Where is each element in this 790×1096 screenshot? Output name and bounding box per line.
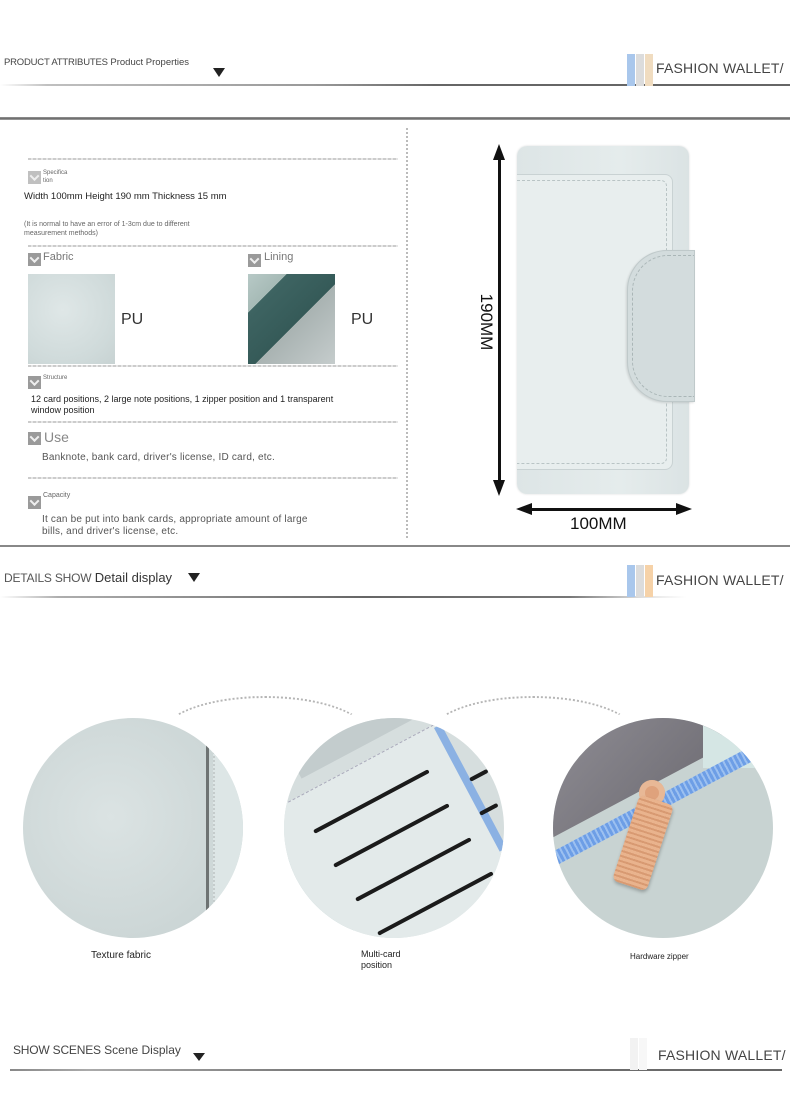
caption-multi-card: Multi-card position [361, 949, 401, 970]
spec-value: Width 100mm Height 190 mm Thickness 15 mm [24, 191, 227, 202]
fabric-image [28, 274, 115, 364]
lining-value: PU [351, 311, 374, 328]
swatch-gray [636, 54, 644, 86]
wallet-clasp-tab [627, 250, 695, 402]
color-swatches [627, 54, 654, 86]
structure-value: 12 card positions, 2 large note positions, 1 zipper position and 1 transparent window position [31, 394, 334, 415]
fabric-value: PU [121, 311, 144, 328]
zipper-pull [612, 795, 674, 892]
caption-hardware-zipper: Hardware zipper [630, 952, 689, 961]
fabric-label: Fabric [43, 251, 74, 263]
section-title: PRODUCT ATTRIBUTES Product Properties [4, 57, 190, 68]
section-header-scenes [0, 1036, 790, 1076]
stitching [213, 743, 243, 918]
spec-note: (It is normal to have an error of 1-3cm due to different measurement methods) [24, 221, 190, 237]
wallet-image [517, 146, 689, 494]
panel-top-border [0, 117, 790, 120]
section-title: DETAILS SHOW Detail display [4, 570, 173, 585]
triangle-down-icon [188, 573, 200, 582]
triangle-down-icon [213, 68, 225, 77]
checkbox-icon [28, 496, 41, 509]
swatch-beige [645, 54, 653, 86]
section-header-attributes [0, 52, 790, 92]
lining-label: Lining [264, 251, 294, 263]
brand-label: FASHION WALLET/ [656, 60, 784, 76]
checkbox-icon [28, 253, 41, 266]
checkbox-icon [248, 254, 261, 267]
swatch-gray [636, 565, 644, 597]
dotted-divider [28, 477, 398, 479]
detail-image-texture-fabric [23, 718, 243, 938]
dotted-divider [28, 421, 398, 423]
section-divider [0, 596, 730, 598]
color-swatches [627, 565, 654, 597]
height-arrow-icon [498, 150, 501, 490]
swatch-orange [645, 565, 653, 597]
lining-image [248, 274, 335, 364]
panel-column-divider [406, 128, 408, 540]
detail-image-multi-card [284, 718, 504, 938]
capacity-value: It can be put into bank cards, appropriate amount of large bills, and driver's license, etc. [42, 514, 308, 537]
height-dimension: 190MM [477, 293, 496, 351]
checkbox-icon [28, 171, 41, 184]
brand-label: FASHION WALLET/ [658, 1047, 786, 1063]
detail-image-hardware-zipper [553, 718, 773, 938]
brand-label: FASHION WALLET/ [656, 572, 784, 588]
color-swatches [630, 1038, 648, 1070]
swatch-light [630, 1038, 638, 1070]
checkbox-icon [28, 376, 41, 389]
use-value: Banknote, bank card, driver's license, ID card, etc. [42, 452, 275, 463]
swatch-blue [627, 54, 635, 86]
section-header-details [0, 562, 790, 602]
swatch-blue [627, 565, 635, 597]
checkbox-icon [28, 432, 41, 445]
seam-line [206, 743, 209, 913]
capacity-label: Capacity [43, 492, 71, 499]
width-arrow-icon [522, 508, 686, 511]
section-divider [10, 1069, 782, 1071]
spec-label: Specifica tion [43, 170, 68, 184]
panel-bottom-border [0, 545, 790, 547]
width-dimension: 100MM [570, 514, 627, 533]
dotted-divider [28, 245, 398, 247]
dotted-divider [28, 365, 398, 367]
swatch-light [639, 1038, 647, 1070]
dotted-divider [28, 158, 398, 160]
triangle-down-icon [193, 1053, 205, 1061]
caption-texture-fabric: Texture fabric [91, 950, 152, 961]
card-slot [469, 769, 489, 782]
section-title: SHOW SCENES Scene Display [13, 1043, 181, 1057]
section-divider [0, 84, 790, 86]
use-label: Use [44, 429, 69, 445]
structure-label: Structure [43, 375, 68, 381]
